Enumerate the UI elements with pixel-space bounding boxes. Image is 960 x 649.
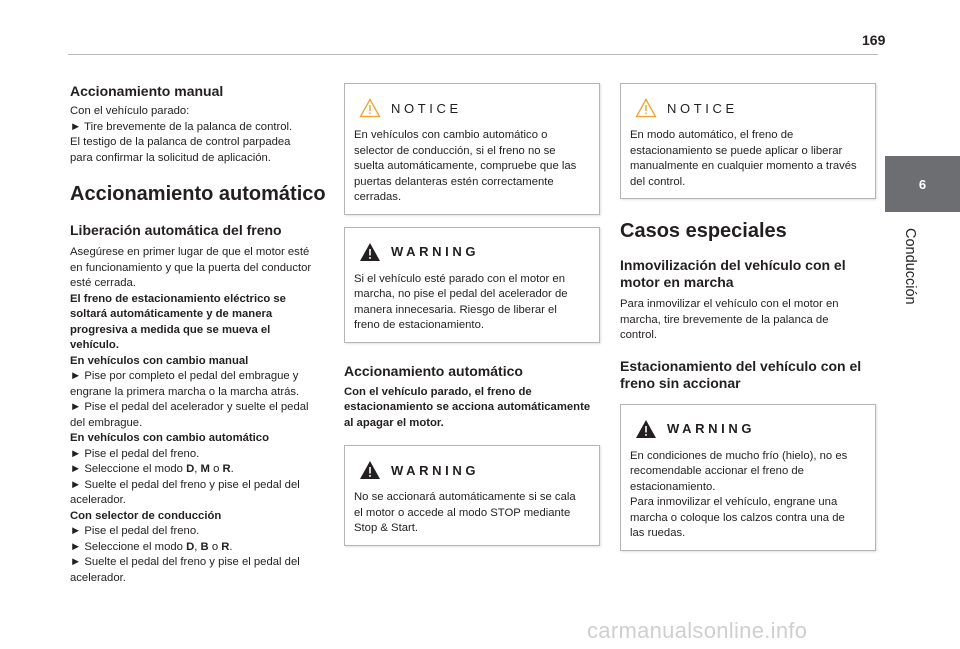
- warning-line: marcha o coloque los calzos contra una de: [630, 511, 845, 524]
- release-intro: esté cerrada.: [70, 277, 136, 289]
- chapter-tab[interactable]: 6: [885, 156, 960, 212]
- manual-heading: Accionamiento manual: [70, 83, 224, 99]
- warning-triangle-icon: [635, 419, 657, 439]
- release-bold: soltará automáticamente y de manera: [70, 308, 273, 320]
- warning-header: [354, 240, 591, 264]
- auto-gear-line: acelerador.: [70, 494, 126, 506]
- manual-line: para confirmar la solicitud de aplicación.: [70, 151, 271, 164]
- warning-line: En condiciones de mucho frío (hielo), no es: [630, 449, 848, 462]
- column-3: [620, 83, 876, 551]
- auto-bold-line: al apagar el motor.: [344, 416, 444, 429]
- manual-gear-line: engrane la primera marcha o la marcha atrás.: [70, 385, 300, 398]
- chapter-title: Conducción: [902, 228, 918, 305]
- warning-header: [630, 417, 867, 441]
- release-heading: Liberación automática del freno: [70, 222, 282, 238]
- manual-gear-line: del embrague.: [70, 416, 143, 429]
- auto-gear-mode-line: ► Seleccione el modo D, M o R.: [70, 463, 234, 475]
- auto-gear-line: ► Pise el pedal del freno.: [70, 447, 200, 460]
- release-intro: en funcionamiento y que la puerta del conductor: [70, 261, 312, 274]
- manual-gear-heading: En vehículos con cambio manual: [70, 354, 249, 367]
- notice-box: [620, 83, 876, 199]
- auto-bold-line: estacionamiento se acciona automáticamente: [344, 401, 591, 413]
- warning-line: marcha, no pise el pedal del acelerador de: [354, 288, 568, 300]
- warning-header: [354, 458, 591, 482]
- notice-line: selector de conducción, si el freno no se: [354, 144, 556, 157]
- park-heading: Estacionamiento del vehículo con el: [620, 357, 862, 374]
- manual-gear-line: ► Pise el pedal del acelerador y suelte el pedal: [70, 401, 309, 413]
- immob-heading: motor en marcha: [620, 274, 734, 290]
- notice-label: NOTICE: [391, 100, 462, 116]
- warning-box-2: [344, 445, 600, 546]
- notice-header: [630, 96, 867, 120]
- selector-line: acelerador.: [70, 571, 126, 584]
- warning-line: las ruedas.: [630, 527, 686, 539]
- manual-line: El testigo de la palanca de control parpadea: [70, 136, 291, 148]
- column-2: [344, 83, 600, 546]
- auto-gear-line: ► Suelte el pedal del freno y pise el pedal del: [70, 478, 300, 491]
- header-rule: [68, 54, 878, 55]
- release-bold: El freno de estacionamiento eléctrico se: [70, 292, 286, 305]
- warning-label: WARNING: [667, 421, 756, 436]
- manual-line: Con el vehículo parado:: [70, 105, 190, 117]
- warning-box: [344, 227, 600, 343]
- park-heading: freno sin accionar: [620, 374, 741, 391]
- notice-line: del control.: [630, 175, 686, 188]
- immob-heading: Inmovilización del vehículo con el: [620, 257, 846, 273]
- manual-line: ► Tire brevemente de la palanca de control.: [70, 120, 293, 133]
- selector-line: ► Suelte el pedal del freno y pise el pedal del: [70, 556, 300, 568]
- special-heading: Casos especiales: [620, 220, 787, 242]
- notice-line: En modo automático, el freno de: [630, 129, 794, 141]
- warning-line: No se accionará automáticamente si se cala: [354, 491, 576, 503]
- release-bold: progresiva a medida que se mueva el: [70, 323, 271, 336]
- warning-box: [620, 404, 876, 551]
- selector-heading: Con selector de conducción: [70, 509, 222, 522]
- column-1: [70, 83, 326, 586]
- watermark: carmanualsonline.info: [587, 622, 808, 640]
- immob-line: Para inmovilizar el vehículo con el motor en: [620, 298, 839, 310]
- warning-triangle-icon: [359, 460, 381, 480]
- warning-line: el motor o accede al modo STOP mediante: [354, 506, 571, 519]
- selector-line: ► Pise el pedal del freno.: [70, 525, 200, 537]
- warning-line: freno de estacionamiento.: [354, 319, 484, 331]
- notice-line: manualmente en cualquier momento a través: [630, 160, 857, 172]
- auto-bold-line: Con el vehículo parado, el freno de: [344, 385, 532, 398]
- notice-label: NOTICE: [667, 100, 738, 116]
- warning-line: Stop & Start.: [354, 522, 419, 534]
- auto-gear-heading: En vehículos con cambio automático: [70, 432, 269, 444]
- notice-triangle-icon: [635, 98, 657, 118]
- chapter-label: [886, 228, 926, 338]
- notice-header: [354, 96, 591, 120]
- notice-line: estacionamiento se puede aplicar o liberar: [630, 144, 843, 157]
- release-bold: vehículo.: [70, 339, 119, 351]
- selector-mode-line: ► Seleccione el modo D, B o R.: [70, 540, 233, 553]
- notice-triangle-icon: [359, 98, 381, 118]
- notice-box: [344, 83, 600, 215]
- warning-line: recomendable accionar el freno de: [630, 465, 804, 477]
- warning-label: WARNING: [391, 244, 480, 259]
- auto-heading-2: Accionamiento automático: [344, 362, 523, 379]
- immob-line: control.: [620, 329, 658, 341]
- notice-line: cerradas.: [354, 191, 402, 203]
- notice-line: En vehículos con cambio automático o: [354, 129, 548, 141]
- auto-heading: Accionamiento automático: [70, 183, 326, 205]
- warning-line: Si el vehículo esté parado con el motor en: [354, 272, 566, 285]
- warning-label: WARNING: [391, 462, 480, 478]
- warning-line: manera innecesaria. Riesgo de liberar el: [354, 303, 557, 316]
- notice-line: puertas delanteras estén correctamente: [354, 175, 554, 188]
- notice-line: suelta automáticamente, compruebe que las: [354, 160, 577, 172]
- page-number: 169: [862, 32, 886, 48]
- manual-gear-line: ► Pise por completo el pedal del embrague y: [70, 370, 299, 382]
- warning-line: Para inmovilizar el vehículo, engrane una: [630, 496, 838, 508]
- warning-line: estacionamiento.: [630, 480, 716, 493]
- warning-triangle-icon: [359, 242, 381, 262]
- release-intro: Asegúrese en primer lugar de que el motor esté: [70, 246, 310, 258]
- immob-line: marcha, tire brevemente de la palanca de: [620, 313, 829, 326]
